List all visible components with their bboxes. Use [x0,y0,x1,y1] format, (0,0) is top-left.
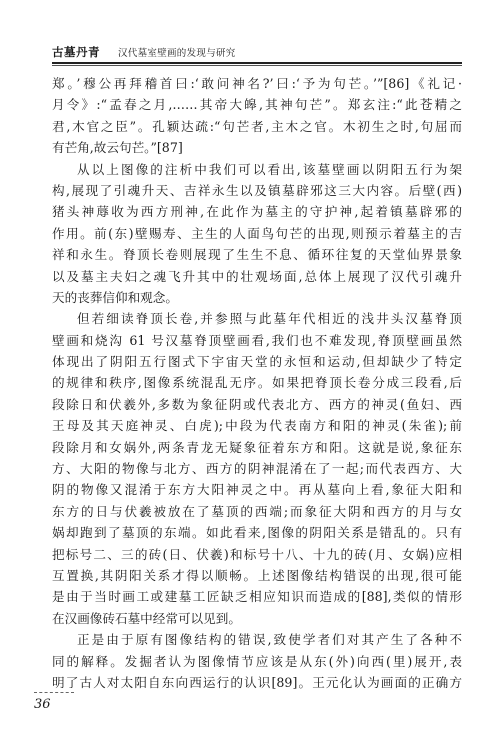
text-line: 方、大阳的物像与北方、西方的阴神混淆在了一起;而代表西方、大 [52,461,462,477]
text-line: 互置换,其阴阳关系才得以顺畅。上述图像结构错误的出现,很可能 [52,567,462,583]
text-line: 体现出了阴阳五行图式下宇宙天堂的永恒和运动,但却缺少了特定 [52,354,462,370]
text-line: 郑。’穆公再拜稽首曰:‘敢问神名?’曰:‘予为句芒。’”[86]《礼记· [52,76,462,91]
text-line: 的规律和秩序,图像系统混乱无序。如果把脊顶长卷分成三段看,后 [52,375,462,391]
text-line: 构,展现了引魂升天、吉祥永生以及镇墓辟邪这三大内容。后壁(西) [52,182,462,198]
text-line: 东方的日与伏羲被放在了墓顶的西端;而象征大阴和西方的月与女 [52,503,462,519]
text-line: 月令》:“孟春之月,……其帝大皞,其神句芒”。郑玄注:“此苍精之 [52,97,462,113]
text-line: 祥和永生。脊顶长卷则展现了生生不息、循环往复的天堂仙界景象 [52,247,462,263]
text-line: 猪头神蓐收为西方刑神,在此作为墓主的守护神,起着镇墓辟邪的 [52,204,462,220]
text-line: 有芒角,故云句芒。”[87] [52,140,183,156]
text-line: 从以上图像的注析中我们可以看出,该墓壁画以阴阳五行为架 [77,161,462,177]
running-header [52,44,462,62]
text-line: 天的丧葬信仰和观念。 [52,289,178,305]
header-rule [52,62,462,64]
text-line: 王母及其天庭神灵、白虎);中段为代表南方和阳的神灵(朱雀);前 [52,418,462,434]
text-line: 阴的物像又混淆于东方大阳神灵之中。再从墓向上看,象征大阳和 [52,482,462,498]
text-line: 作用。前(东)壁赐寿、主生的人面鸟句芒的出现,则预示着墓主的吉 [52,225,462,241]
text-line: 段除月和女娲外,两条青龙无疑象征着东方和阳。这就是说,象征东 [52,439,462,455]
text-line: 正是由于原有图像结构的错误,致使学者们对其产生了各种不 [77,632,462,648]
text-line: 以及墓主夫妇之魂飞升其中的壮观场面,总体上展现了汉代引魂升 [52,268,462,284]
text-line: 是由于当时画工或建墓工匠缺乏相应知识而造成的[88],类似的情形 [52,589,462,605]
text-line: 段除日和伏羲外,多数为象征阴或代表北方、西方的神灵(鱼妇、西 [52,396,462,412]
text-line: 娲却跑到了墓顶的东端。如此看来,图像的阴阳关系是错乱的。只有 [52,525,462,541]
text-line: 在汉画像砖石墓中经常可以见到。 [52,610,241,626]
footer-rule [34,692,74,693]
text-line: 君,木官之臣”。孔颖达疏:“句芒者,主木之官。木初生之时,句屈而 [52,118,462,134]
text-line: 壁画和烧沟 61 号汉墓脊顶壁画看,我们也不难发现,脊顶壁画虽然 [52,332,462,348]
header-rule-thin [52,65,462,66]
text-line: 把标号二、三的砖(日、伏羲)和标号十八、十九的砖(月、女娲)应相 [52,546,462,562]
body-text [52,73,462,693]
text-line: 同的解释。发掘者认为图像情节应该是从东(外)向西(里)展开,表 [52,653,462,669]
book-title: 古墓丹青 [52,45,100,59]
page-number: 36 [34,697,51,712]
text-line: 但若细读脊顶长卷,并参照与此墓年代相近的浅井头汉墓脊顶 [77,311,462,327]
text-line: 明了古人对太阳自东向西运行的认识[89]。王元化认为画面的正确方 [52,674,462,690]
book-subtitle: 汉代墓室壁画的发现与研究 [118,48,236,59]
